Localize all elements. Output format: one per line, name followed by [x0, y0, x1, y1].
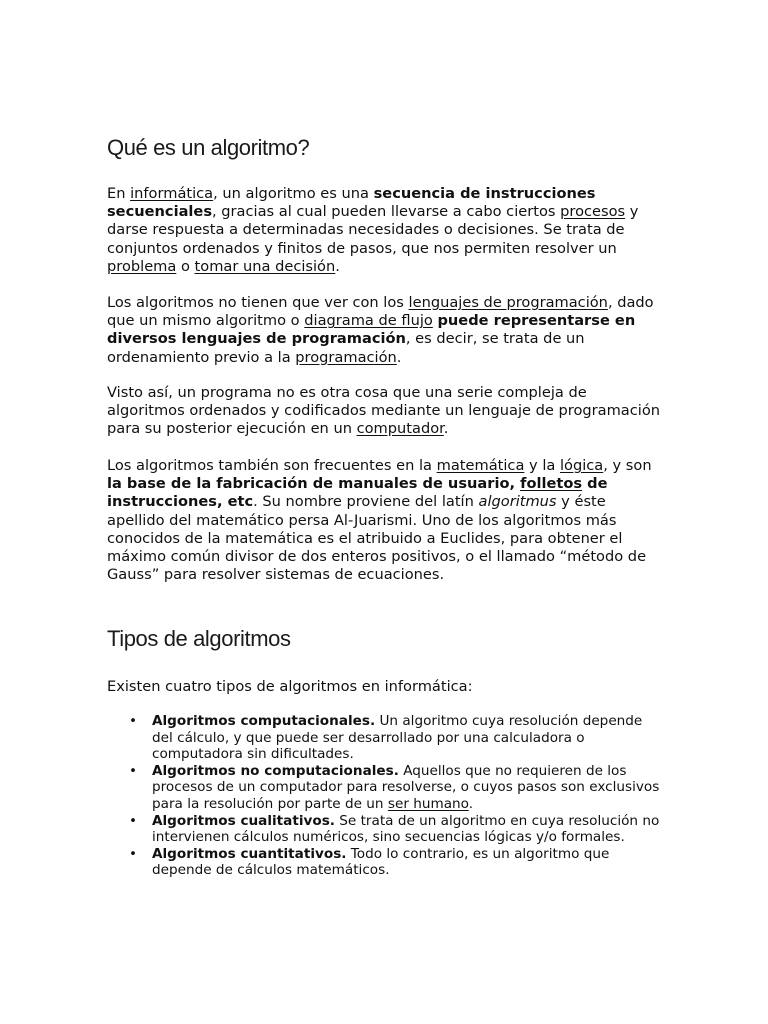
text-run: Los algoritmos también son frecuentes en la [107, 457, 437, 474]
bullet-icon: • [129, 713, 138, 729]
text-run: . [468, 795, 474, 812]
link-folletos[interactable]: folletos [520, 475, 583, 493]
list-item [107, 763, 663, 813]
link-tomar-una-decision[interactable]: tomar una decisión [194, 257, 336, 275]
paragraph-definition [107, 185, 663, 276]
paragraph-tipos-intro: Existen cuatro tipos de algoritmos en informática: [107, 678, 473, 695]
text-run: , dado que un mismo algoritmo o [107, 294, 654, 330]
text-run: En [107, 185, 131, 202]
list-item [107, 813, 663, 846]
link-programacion[interactable]: programación [295, 348, 397, 366]
bullet-icon: • [129, 845, 138, 862]
text-run: y éste apellido del matemático persa Al-Juarismi. Uno de los algoritmos más conocidos de la matemática es el atribuido a Euclides, para obtener el máximo común divisor de dos enteros positivos, o el llamado “método de Gauss” para resolver sistemas de ecuaciones. [107, 493, 647, 584]
text-run: Los algoritmos no tienen que ver con los [107, 294, 409, 311]
link-lenguajes-de-programacion[interactable]: lenguajes de programación [408, 294, 608, 311]
text-run: . Su nombre proviene del latín [253, 493, 479, 511]
text-run: . [443, 420, 449, 438]
bold-phrase: puede representarse en diversos lenguajes de programación [107, 312, 636, 348]
text-run: Se trata de un algoritmo en cuya resolución no intervienen cálculos numéricos, sino secuencias lógicas y/o formales. [152, 812, 660, 846]
text-run: Aquellos que no requieren de los procesos de un computador para resolverse, o cuyos pasos son exclusivos para la resolución por parte de un [152, 762, 660, 812]
list-item-term: Algoritmos no computacionales. [152, 762, 399, 779]
text-run: . [396, 348, 402, 366]
link-problema[interactable]: problema [107, 257, 177, 275]
text-run: Un algoritmo cuya resolución depende del cálculo, y que puede ser desarrollado por una calculadora o computadora sin dificultades. [152, 713, 643, 763]
list-item-term: Algoritmos cuantitativos. [152, 845, 347, 862]
text-run: , gracias al cual pueden llevarse a cabo ciertos [212, 203, 561, 221]
text-run: Todo lo contrario, es un algoritmo que depende de cálculos matemáticos. [152, 845, 610, 879]
link-computador[interactable]: computador [356, 420, 444, 438]
text-run: y la [524, 457, 560, 474]
list-item [107, 846, 663, 879]
text-run: y darse respuesta a determinadas necesidades o decisiones. Se trata de conjuntos ordenados y finitos de pasos, que nos permiten resolver un [107, 203, 639, 257]
italic-term: algoritmus [478, 493, 557, 511]
link-diagrama-de-flujo[interactable]: diagrama de flujo [304, 312, 433, 330]
text-run: Visto así, un programa no es otra cosa que una serie compleja de algoritmos ordenados y codificados mediante un lenguaje de programación para su posterior ejecución en un [107, 384, 661, 438]
paragraph-programa [107, 384, 663, 439]
bold-phrase: de instrucciones, etc [107, 475, 608, 511]
link-ser-humano[interactable]: ser humano [387, 795, 469, 812]
bold-phrase: la base de la fabricación de manuales de usuario, [107, 475, 521, 493]
text-run: , es decir, se trata de un ordenamiento previo a la [107, 330, 585, 366]
list-item-term: Algoritmos cualitativos. [152, 812, 335, 829]
list-item-term: Algoritmos computacionales. [152, 713, 376, 729]
tipos-list [107, 713, 663, 879]
bold-phrase: secuencia de instrucciones secuenciales [107, 185, 596, 221]
section-heading-que-es: Qué es un algoritmo? [107, 135, 310, 160]
paragraph-lenguajes [107, 294, 663, 367]
paragraph-matematica [107, 457, 663, 584]
text-run: , un algoritmo es una [213, 185, 374, 202]
link-informatica[interactable]: informática [130, 185, 214, 202]
text-run: o [176, 257, 195, 275]
list-item [107, 713, 663, 763]
bullet-icon: • [129, 762, 138, 779]
link-matematica[interactable]: matemática [436, 457, 525, 474]
bullet-icon: • [129, 812, 138, 829]
text-run: . [335, 257, 340, 275]
text-run: , y son [603, 457, 652, 474]
link-logica[interactable]: lógica [559, 457, 604, 474]
section-heading-tipos: Tipos de algoritmos [107, 626, 291, 651]
link-procesos[interactable]: procesos [560, 203, 626, 221]
